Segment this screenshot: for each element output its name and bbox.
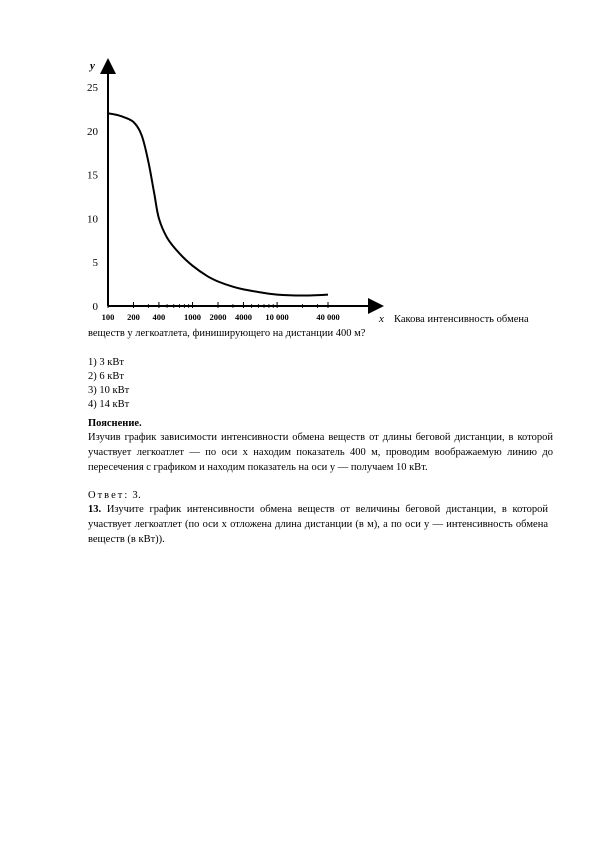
answer-options <box>88 356 129 412</box>
metabolism-chart <box>70 52 390 332</box>
x-tick-label: 4000 <box>234 312 252 322</box>
y-ticks <box>87 82 99 313</box>
task-13-text: Изучите график интенсивности обмена веществ от величины беговой дистанции, в которой участвует легкоатлет (по оси x отложена длина дистанции (в м), а по оси y — интенсивность обмена веществ (в кВт)). <box>88 504 549 545</box>
x-axis-label: x <box>379 313 384 325</box>
x-tick-label: 200 <box>127 312 140 322</box>
x-tick-label: 100 <box>101 312 115 322</box>
task-13-number: 13. <box>88 504 102 515</box>
task-13 <box>88 502 548 547</box>
x-tick-label: 1000 <box>184 312 202 322</box>
x-tick-label: 2000 <box>209 312 227 322</box>
answer-label: Ответ: <box>88 490 130 501</box>
option-4: 4) 14 кВт <box>88 399 130 410</box>
option-2: 2) 6 кВт <box>88 371 124 382</box>
question-text-line2: веществ у легкоатлета, финиширующего на дистанции 400 м? <box>88 328 366 339</box>
question-text-tail: Какова интенсивность обмена <box>394 314 529 325</box>
metabolism-curve <box>108 113 328 295</box>
option-1: 1) 3 кВт <box>88 357 124 368</box>
x-tick-label: 10 000 <box>265 312 289 322</box>
x-tick-label: 40 000 <box>316 312 340 322</box>
y-tick-label: 25 <box>87 82 98 94</box>
answer-line <box>88 488 141 503</box>
y-tick-label: 20 <box>87 125 98 138</box>
option-3: 3) 10 кВт <box>88 385 130 396</box>
y-tick-label: 5 <box>92 257 98 270</box>
explanation-text: Изучив график зависимости интенсивности обмена веществ от длины беговой дистанции, в которой участвует легкоатлет — по оси x находим показатель 400 м, проводим воображаемую линию до пересечения с графиком и находим показатель на оси y — получаем 10 кВт. <box>88 432 553 473</box>
x-tick-label: 400 <box>152 312 166 322</box>
y-axis-label: y <box>90 60 95 72</box>
y-tick-label: 10 <box>87 213 98 226</box>
explanation-heading: Пояснение. <box>88 418 142 429</box>
y-tick-label: 15 <box>87 169 98 182</box>
y-tick-label: 0 <box>92 301 98 313</box>
answer-value: 3. <box>132 490 142 501</box>
